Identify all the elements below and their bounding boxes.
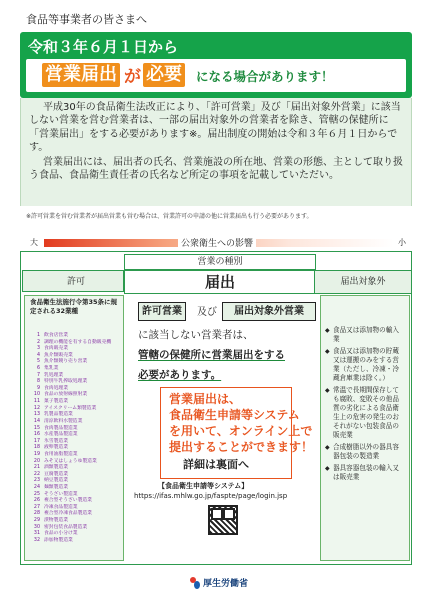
ministry-logo — [190, 576, 248, 589]
permit-business-number: 17 — [33, 438, 40, 444]
notification-line-3: 必要があります。 — [138, 369, 222, 381]
permit-business-number: 3 — [36, 346, 40, 352]
permit-business-number: 20 — [33, 458, 40, 464]
permit-business-name: 魚介類販売業 — [44, 352, 73, 358]
permit-business-name: 食肉処理業 — [44, 385, 68, 391]
permit-business-name: 菓子製造業 — [44, 399, 68, 405]
permit-business-number: 13 — [33, 412, 40, 418]
permit-business-item — [29, 346, 111, 353]
intro-paragraph-1: 平成30年の食品衛生法改正により、「許可営業」及び「届出対象外営業」に該当しない営業を営む営業者は、一部の届出対象外の営業者を除き、管轄の保健所に「営業届出」をする必要があります※。届出制度の開始は令和３年６月１日からです。 — [29, 102, 401, 153]
permit-business-name: 水産製品製造業 — [44, 432, 78, 438]
conjunction-text: 及び — [197, 307, 217, 318]
permit-business-name: アイスクリーム類製造業 — [44, 405, 97, 411]
type-header: 営業の種別 — [124, 254, 316, 270]
permit-business-item — [29, 366, 111, 373]
exempt-business-item: ◆ 器具容器包装の輸入又は販売業 — [325, 464, 405, 482]
permit-business-name: 特別牛乳搾取処理業 — [44, 379, 88, 385]
permit-business-name: 食肉製品製造業 — [44, 425, 78, 431]
impact-scale — [20, 236, 412, 250]
permit-business-number: 10 — [33, 392, 40, 398]
online-line-3: を用いて、オンライン上で — [169, 424, 313, 438]
permit-header: 許可 — [22, 270, 124, 292]
permit-business-name: 麺類製造業 — [44, 485, 68, 491]
permit-business-number: 14 — [33, 418, 40, 424]
permit-business-name: 食品の放射線照射業 — [44, 392, 88, 398]
system-url[interactable]: https://ifas.mhlw.go.jp/faspte/page/login.jsp — [134, 492, 288, 500]
permit-business-number: 2 — [36, 339, 40, 345]
permit-business-item — [29, 485, 111, 492]
permit-business-name: 飲食店営業 — [44, 333, 68, 338]
exempt-business-item: ◆ 食品又は添加物の貯蔵又は運搬のみをする営業（ただし、冷凍・冷蔵倉庫業は除く。） — [325, 347, 405, 383]
permit-business-name: 乳処理業 — [44, 372, 64, 378]
permit-business-item — [29, 518, 111, 525]
notification-text — [138, 325, 312, 385]
permit-business-name: 豆腐製造業 — [44, 471, 68, 477]
permit-business-item — [29, 340, 111, 347]
footnote: ※許可営業を営む営業者が届出営業も営む場合は、営業許可の申請の他に営業届出も行う必要があります。 — [26, 213, 313, 220]
permit-business-name: 清涼飲料水製造業 — [44, 418, 83, 424]
permit-business-item — [29, 392, 111, 399]
exempt-column — [320, 295, 410, 561]
permit-business-number: 12 — [33, 405, 40, 411]
notification-column — [126, 295, 316, 559]
permit-business-item — [29, 511, 111, 518]
permit-business-name: 集乳業 — [44, 366, 59, 372]
permit-business-number: 18 — [33, 445, 40, 451]
permit-business-number: 25 — [33, 491, 40, 497]
exempt-header: 届出対象外 — [314, 270, 412, 294]
permit-business-item — [29, 419, 111, 426]
permit-business-name: 冷凍食品製造業 — [44, 504, 78, 510]
permit-business-item — [29, 432, 111, 439]
permit-business-number: 29 — [33, 518, 40, 524]
permit-business-number: 22 — [33, 471, 40, 477]
exempt-business-item: ◆ 食品又は添加物の輸入業 — [325, 326, 405, 344]
permit-column-heading: 食品衛生法施行令第35条に規定される32業種 — [30, 298, 118, 315]
online-line-2: 食品衛生申請等システム — [169, 408, 300, 422]
permit-business-name: 食品の小分け業 — [44, 531, 78, 537]
permit-business-item — [29, 498, 111, 505]
permit-business-name: 酒類製造業 — [44, 465, 68, 471]
permit-business-name: そうざい製造業 — [44, 491, 78, 497]
notification-header: 届出 — [124, 270, 316, 294]
headline-box — [20, 32, 412, 98]
audience-label: 食品等事業者の皆さまへ — [26, 13, 147, 26]
headline-rest: になる場合があります！ — [196, 69, 334, 84]
permit-business-list — [29, 333, 111, 545]
permit-business-number: 30 — [33, 524, 40, 530]
intro-section — [20, 98, 412, 206]
scale-small-label: 小 — [398, 238, 406, 247]
permit-business-item — [29, 531, 111, 538]
permit-business-item — [29, 359, 111, 366]
intro-paragraph-2: 営業届出には、届出者の氏名、営業施設の所在地、営業の形態、主として取り扱う食品、食品衛生責任者の氏名など所定の事項を記載していただい。 — [29, 157, 403, 182]
permit-business-item — [29, 478, 111, 485]
notification-line-2: 管轄の保健所に営業届出をする — [138, 349, 285, 361]
permit-business-item — [29, 399, 111, 406]
permit-business-name: 魚介類競り売り営業 — [44, 359, 88, 365]
online-submission-box — [160, 387, 314, 479]
permit-business-name: 添加物製造業 — [44, 537, 73, 543]
details-on-back: 詳細は裏面へ — [183, 458, 249, 471]
headline-particle: が — [124, 67, 141, 87]
permit-business-number: 6 — [36, 366, 40, 372]
permit-business-item — [29, 465, 111, 472]
permit-business-item — [29, 538, 111, 545]
permit-business-name: 複合型冷凍食品製造業 — [44, 511, 92, 517]
permit-business-number: 26 — [33, 498, 40, 504]
online-line-1: 営業届出は、 — [169, 392, 242, 406]
system-label: 【食品衛生申請等システム】 — [158, 482, 249, 490]
permit-business-tag: 許可営業 — [138, 302, 186, 321]
permit-business-number: 24 — [33, 485, 40, 491]
permit-business-item — [29, 472, 111, 479]
permit-business-item — [29, 459, 111, 466]
permit-business-number: 27 — [33, 504, 40, 510]
permit-business-name: 食肉販売業 — [44, 346, 68, 352]
permit-business-number: 11 — [33, 399, 40, 405]
permit-business-item — [29, 379, 111, 386]
permit-business-name: 複合型そうざい製造業 — [44, 498, 92, 504]
exempt-business-item: ◆ 合成樹脂以外の器具容器包装の製造業 — [325, 443, 405, 461]
permit-business-name: 調理の機能を有する自動販売機 — [44, 339, 112, 345]
permit-business-item — [29, 333, 111, 340]
permit-business-name: みそ又はしょうゆ製造業 — [44, 458, 97, 464]
permit-business-item — [29, 452, 111, 459]
ministry-name: 厚生労働省 — [203, 579, 249, 589]
permit-business-number: 7 — [36, 372, 40, 378]
permit-business-number: 32 — [33, 537, 40, 543]
permit-business-number: 15 — [33, 425, 40, 431]
permit-business-number: 9 — [36, 385, 40, 391]
permit-business-name: 氷雪製造業 — [44, 438, 68, 444]
notification-line-1: に該当しない営業者は、 — [138, 329, 254, 341]
permit-business-item — [29, 412, 111, 419]
permit-business-name: 液卵製造業 — [44, 445, 68, 451]
permit-business-item — [29, 439, 111, 446]
permit-business-name: 食用油脂製造業 — [44, 451, 78, 457]
permit-business-number: 16 — [33, 432, 40, 438]
headline-banner — [26, 59, 406, 92]
permit-business-name: 乳製品製造業 — [44, 412, 73, 418]
permit-business-number: 31 — [33, 531, 40, 537]
permit-business-number: 5 — [36, 359, 40, 365]
permit-business-number: 1 — [36, 333, 40, 338]
permit-business-item — [29, 445, 111, 452]
headline-required: 必要 — [143, 63, 185, 87]
exempt-business-tag: 届出対象外営業 — [222, 302, 316, 321]
permit-business-number: 23 — [33, 478, 40, 484]
permit-business-number: 19 — [33, 451, 40, 457]
online-line-4: 提出することができます！ — [169, 440, 314, 454]
permit-business-name: 密封包装食品製造業 — [44, 524, 88, 530]
permit-business-number: 21 — [33, 465, 40, 471]
permit-column — [24, 295, 124, 561]
permit-business-name: 漬物製造業 — [44, 518, 68, 524]
headline-notification: 営業届出 — [42, 63, 120, 87]
scale-text: 公衆衛生への影響 — [178, 236, 256, 249]
scale-big-label: 大 — [30, 238, 38, 247]
start-date: 令和３年６月１日から — [28, 38, 179, 56]
permit-business-name: 納豆製造業 — [44, 478, 68, 484]
qr-code-icon[interactable] — [208, 505, 238, 535]
ministry-logo-icon — [190, 577, 200, 589]
permit-business-number: 4 — [36, 352, 40, 358]
permit-business-number: 8 — [36, 379, 40, 385]
permit-business-number: 28 — [33, 511, 40, 517]
exempt-business-item: ◆ 常温で長期間保存しても腐敗、変敗その他品質の劣化による食品衛生上の危害の発生のおそれがない包装食品の販売業 — [325, 386, 405, 440]
exempt-business-list — [321, 296, 409, 482]
